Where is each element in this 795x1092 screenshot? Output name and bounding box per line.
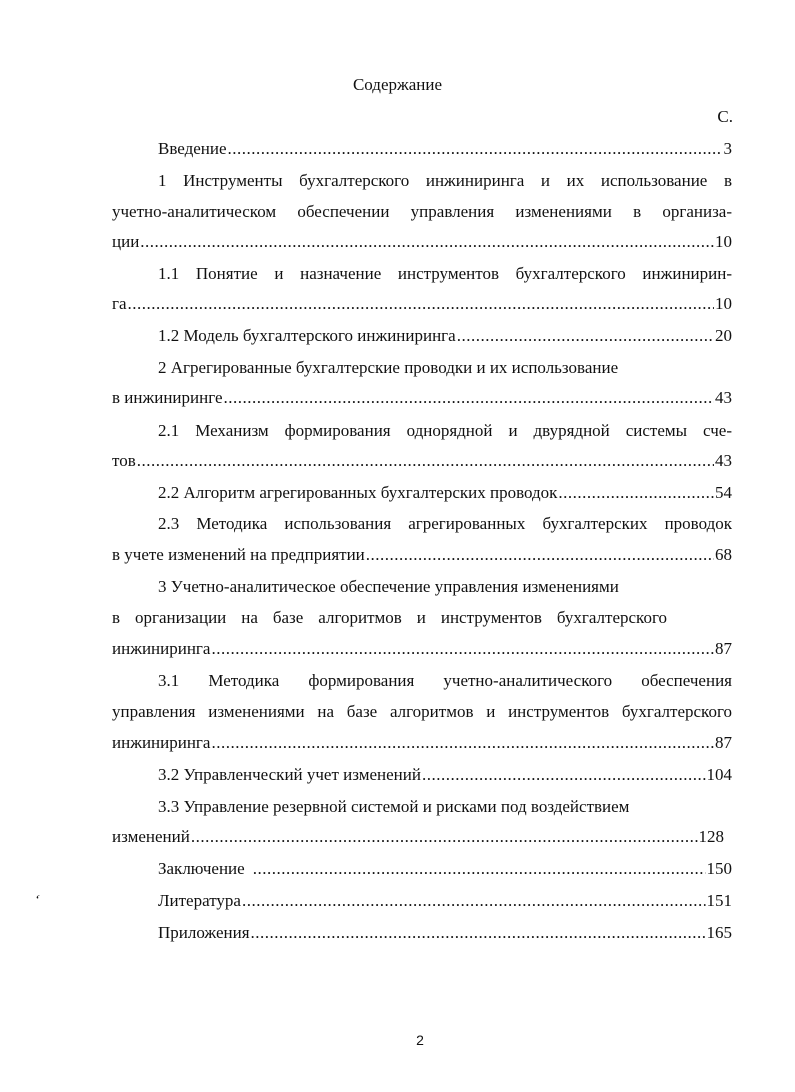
dot-leader <box>242 890 706 912</box>
toc-entry-page: 151 <box>706 891 732 910</box>
toc-entry-page: 87 <box>715 639 732 658</box>
toc-entry-text: в учете изменений на предприятии <box>112 545 365 564</box>
toc-entry-section-3-3[interactable] <box>112 826 724 848</box>
toc-entry-page: 68 <box>715 545 732 564</box>
toc-entry-section-3-3-line1: 3.3 Управление резервной системой и рисками под воздействием <box>158 797 630 816</box>
toc-entry-text: тов <box>112 451 136 470</box>
toc-entry-text: 2.2 Алгоритм агрегированных бухгалтерских проводок <box>158 483 558 502</box>
dot-leader <box>457 325 714 347</box>
toc-entry-page: 87 <box>715 733 732 752</box>
page-number: 2 <box>416 1032 424 1048</box>
toc-entry-text: Литература <box>158 891 241 910</box>
dot-leader <box>422 764 706 786</box>
toc-entry-literature[interactable] <box>158 890 732 912</box>
dot-leader <box>191 826 698 848</box>
toc-entry-chapter-1[interactable] <box>112 231 732 253</box>
dot-leader <box>224 387 715 409</box>
toc-entry-page: 10 <box>715 294 732 313</box>
toc-entry-page: 3 <box>723 139 732 158</box>
toc-entry-page: 54 <box>715 483 732 502</box>
dot-leader <box>140 231 714 253</box>
toc-entry-chapter-1-line2: учетно-аналитическом обеспечении управления изменениями в организа- <box>112 202 732 221</box>
dot-leader <box>228 138 723 160</box>
toc-entry-page: 10 <box>715 232 732 251</box>
toc-entry-text: инжиниринга <box>112 639 211 658</box>
toc-entry-text: Приложения <box>158 923 250 942</box>
toc-entry-chapter-2-line1: 2 Агрегированные бухгалтерские проводки и их использование <box>158 358 619 377</box>
toc-entry-chapter-1-line1: 1 Инструменты бухгалтерского инжиниринга и их использование в <box>158 171 732 190</box>
toc-entry-section-3-1-line2: управления изменениями на базе алгоритмов и инструментов бухгалтерского <box>112 702 732 721</box>
toc-entry-page: 128 <box>698 827 724 846</box>
toc-entry-text: Заключение <box>158 859 245 878</box>
toc-entry-page: 104 <box>706 765 732 784</box>
toc-entry-page: 20 <box>715 326 732 345</box>
toc-entry-section-1-2[interactable] <box>158 325 732 347</box>
toc-entry-section-2-1[interactable] <box>112 450 732 472</box>
toc-entry-text: ции <box>112 232 140 251</box>
toc-entry-section-2-2[interactable] <box>158 482 732 504</box>
toc-entry-chapter-3-line1: 3 Учетно-аналитическое обеспечение управления изменениями <box>158 577 619 596</box>
toc-entry-section-3-1[interactable] <box>112 732 732 754</box>
stray-mark: ʻ <box>31 892 42 909</box>
toc-entry-text: 3.2 Управленческий учет изменений <box>158 765 421 784</box>
toc-entry-section-3-2[interactable] <box>158 764 732 786</box>
toc-entry-section-1-1-line1: 1.1 Понятие и назначение инструментов бухгалтерского инжинирин- <box>158 264 732 283</box>
toc-entry-chapter-2[interactable] <box>112 387 732 409</box>
dot-leader <box>211 732 714 754</box>
toc-entry-page: 43 <box>715 451 732 470</box>
toc-entry-page: 43 <box>715 388 732 407</box>
toc-entry-section-2-3[interactable] <box>112 544 732 566</box>
toc-entry-introduction[interactable] <box>158 138 732 160</box>
dot-leader <box>137 450 714 472</box>
dot-leader <box>253 858 706 880</box>
toc-entry-section-2-3-line1: 2.3 Методика использования агрегированных бухгалтерских проводок <box>158 514 732 533</box>
dot-leader <box>128 293 714 315</box>
toc-entry-text: 1.2 Модель бухгалтерского инжиниринга <box>158 326 456 345</box>
page-title: Содержание <box>352 75 443 94</box>
page-column-label: С. <box>717 107 733 126</box>
toc-entry-page: 150 <box>706 859 732 878</box>
dot-leader <box>366 544 714 566</box>
toc-entry-text: га <box>112 294 127 313</box>
toc-entry-text: инжиниринга <box>112 733 211 752</box>
toc-entry-section-1-1[interactable] <box>112 293 732 315</box>
dot-leader <box>251 922 706 944</box>
toc-entry-page: 165 <box>706 923 732 942</box>
toc-entry-text: в инжиниринге <box>112 388 223 407</box>
toc-entry-text: Введение <box>158 139 227 158</box>
toc-entry-section-3-1-line1: 3.1 Методика формирования учетно-аналитического обеспечения <box>158 671 732 690</box>
dot-leader <box>558 482 714 504</box>
toc-entry-appendices[interactable] <box>158 922 732 944</box>
toc-entry-conclusion[interactable] <box>158 858 732 880</box>
dot-leader <box>211 638 714 660</box>
toc-entry-chapter-3-line2: в организации на базе алгоритмов и инструментов бухгалтерского <box>112 608 667 627</box>
toc-entry-section-2-1-line1: 2.1 Механизм формирования однорядной и двурядной системы сче- <box>158 421 732 440</box>
toc-entry-chapter-3[interactable] <box>112 638 732 660</box>
toc-entry-text: изменений <box>112 827 190 846</box>
